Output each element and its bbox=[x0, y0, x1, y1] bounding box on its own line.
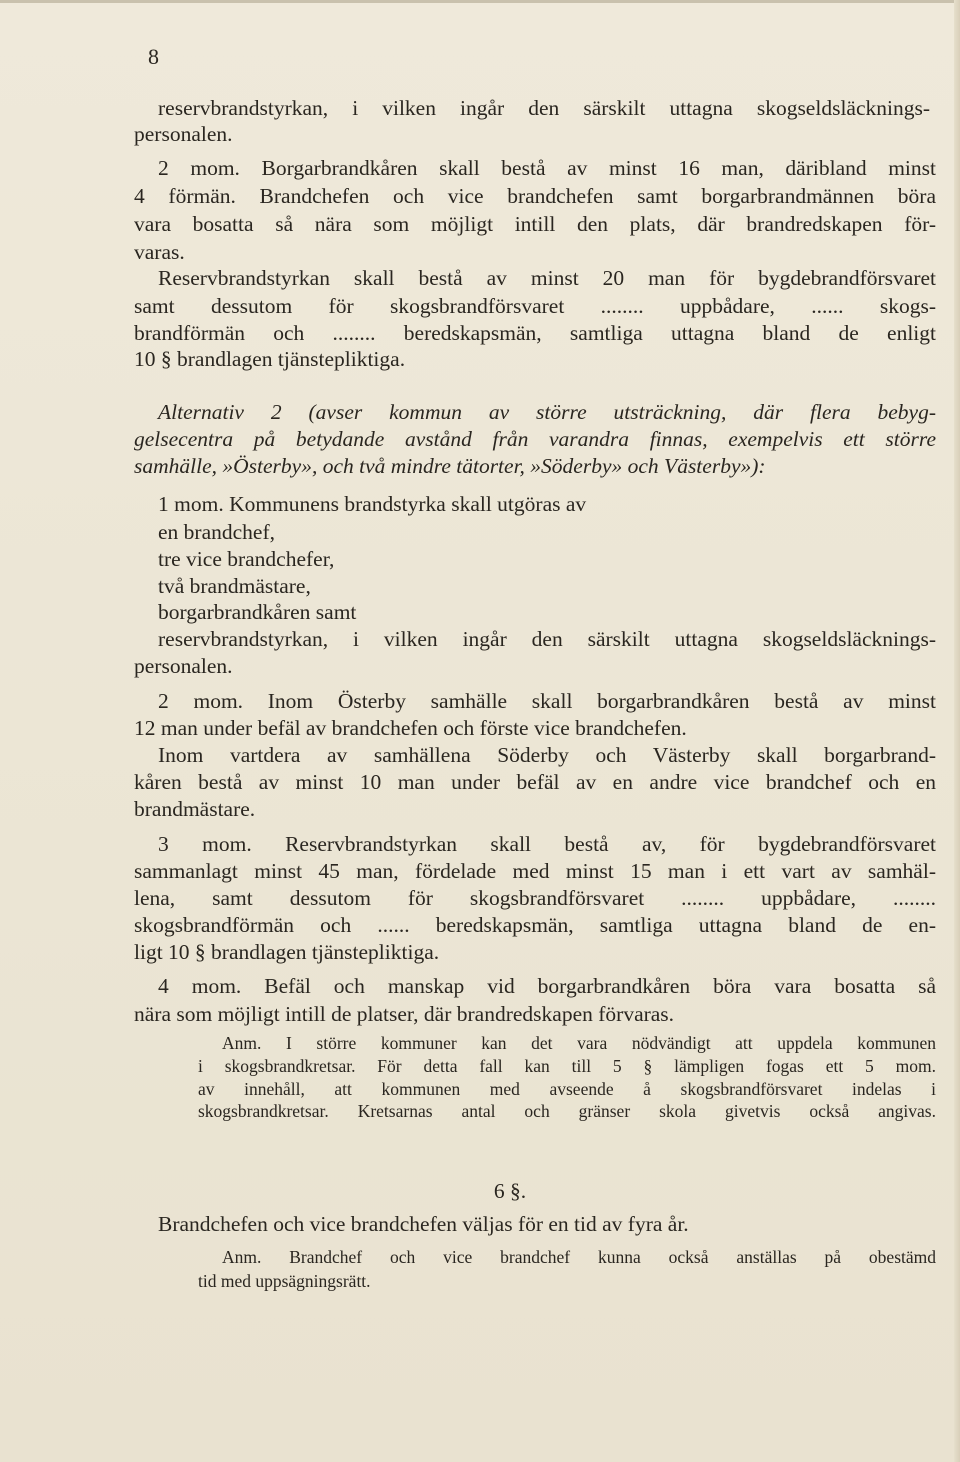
page-right-edge bbox=[954, 0, 960, 1462]
list-item: borgarbrandkåren samt bbox=[158, 600, 357, 624]
text-line: varas. bbox=[134, 240, 185, 264]
text-line: lena, samt dessutom för skogsbrandförsvaret ........ uppbådare, ........ bbox=[134, 886, 936, 910]
text-line: 1 mom. Kommunens brandstyrka skall utgöras av bbox=[158, 492, 587, 516]
note-line: av innehåll, att kommunen med avseende å skogsbrandförsvaret indelas i bbox=[198, 1079, 936, 1099]
text-line: personalen. bbox=[134, 654, 233, 678]
list-item: tre vice brandchefer, bbox=[158, 547, 335, 571]
text-line: 12 man under befäl av brandchefen och förste vice brandchefen. bbox=[134, 716, 687, 740]
text-line: kåren bestå av minst 10 man under befäl av en andre vice brandchef och en bbox=[134, 770, 936, 794]
text-line: 4 mom. Befäl och manskap vid borgarbrandkåren böra vara bosatta så bbox=[158, 974, 936, 998]
note-line: Anm. Brandchef och vice brandchef kunna också anställas på obestämd bbox=[222, 1247, 936, 1267]
text-line: samhälle, »Österby», och två mindre tätorter, »Söderby» och Västerby»): bbox=[134, 454, 766, 478]
alternative-heading-line: Alternativ 2 (avser kommun av större utsträckning, där flera bebyg- bbox=[158, 400, 936, 424]
text-line: gelsecentra på betydande avstånd från varandra finnas, exempelvis ett större bbox=[134, 427, 936, 451]
text-line: 3 mom. Reservbrandstyrkan skall bestå av, för bygdebrandförsvaret bbox=[158, 832, 936, 856]
text-line: Brandchefen och vice brandchefen väljas för en tid av fyra år. bbox=[158, 1212, 689, 1236]
text-line: Reservbrandstyrkan skall bestå av minst 20 man för bygdebrandförsvaret bbox=[158, 266, 936, 290]
note-line: tid med uppsägningsrätt. bbox=[198, 1271, 371, 1291]
text-line: Inom vartdera av samhällena Söderby och Västerby skall borgarbrand- bbox=[158, 743, 936, 767]
text-line: skogsbrandförmän och ...... beredskapsmän, samtliga uttagna bland de en- bbox=[134, 913, 936, 937]
list-item: två brandmästare, bbox=[158, 574, 311, 598]
text-line: vara bosatta så nära som möjligt intill den plats, där brandredskapen för- bbox=[134, 212, 936, 236]
text-line: brandmästare. bbox=[134, 797, 256, 821]
note-line: Anm. I större kommuner kan det vara nödvändigt att uppdela kommunen bbox=[222, 1033, 936, 1053]
text-line: ligt 10 § brandlagen tjänstepliktiga. bbox=[134, 940, 440, 964]
text-line: 2 mom. Borgarbrandkåren skall bestå av minst 16 man, däribland minst bbox=[158, 156, 936, 180]
text-line: samt dessutom för skogsbrandförsvaret ........ uppbådare, ...... skogs- bbox=[134, 294, 936, 318]
text-line: 4 förmän. Brandchefen och vice brandchefen samt borgarbrandmännen böra bbox=[134, 184, 936, 208]
text-line: brandförmän och ........ beredskapsmän, samtliga uttagna bland de enligt bbox=[134, 321, 936, 345]
text-line: reservbrandstyrkan, i vilken ingår den särskilt uttagna skogseldsläcknings- bbox=[158, 96, 930, 120]
list-item: reservbrandstyrkan, i vilken ingår den särskilt uttagna skogseldsläcknings- bbox=[158, 627, 936, 651]
text-line: nära som möjligt intill de platser, där brandredskapen förvaras. bbox=[134, 1002, 675, 1026]
page-number: 8 bbox=[148, 44, 160, 69]
note-line: skogsbrandkretsar. Kretsarnas antal och gränser skola givetvis också angivas. bbox=[198, 1101, 936, 1121]
list-item: en brandchef, bbox=[158, 520, 275, 544]
text-line: 2 mom. Inom Österby samhälle skall borgarbrandkåren bestå av minst bbox=[158, 689, 936, 713]
text-line: sammanlagt minst 45 man, fördelade med minst 15 man i ett vart av samhäl- bbox=[134, 859, 936, 883]
page-top-edge bbox=[0, 0, 960, 3]
text-line: personalen. bbox=[134, 122, 233, 146]
text-line: 10 § brandlagen tjänstepliktiga. bbox=[134, 347, 406, 371]
note-line: i skogsbrandkretsar. För detta fall kan till 5 § lämpligen fogas ett 5 mom. bbox=[198, 1056, 936, 1076]
section-heading: 6 §. bbox=[493, 1179, 527, 1203]
